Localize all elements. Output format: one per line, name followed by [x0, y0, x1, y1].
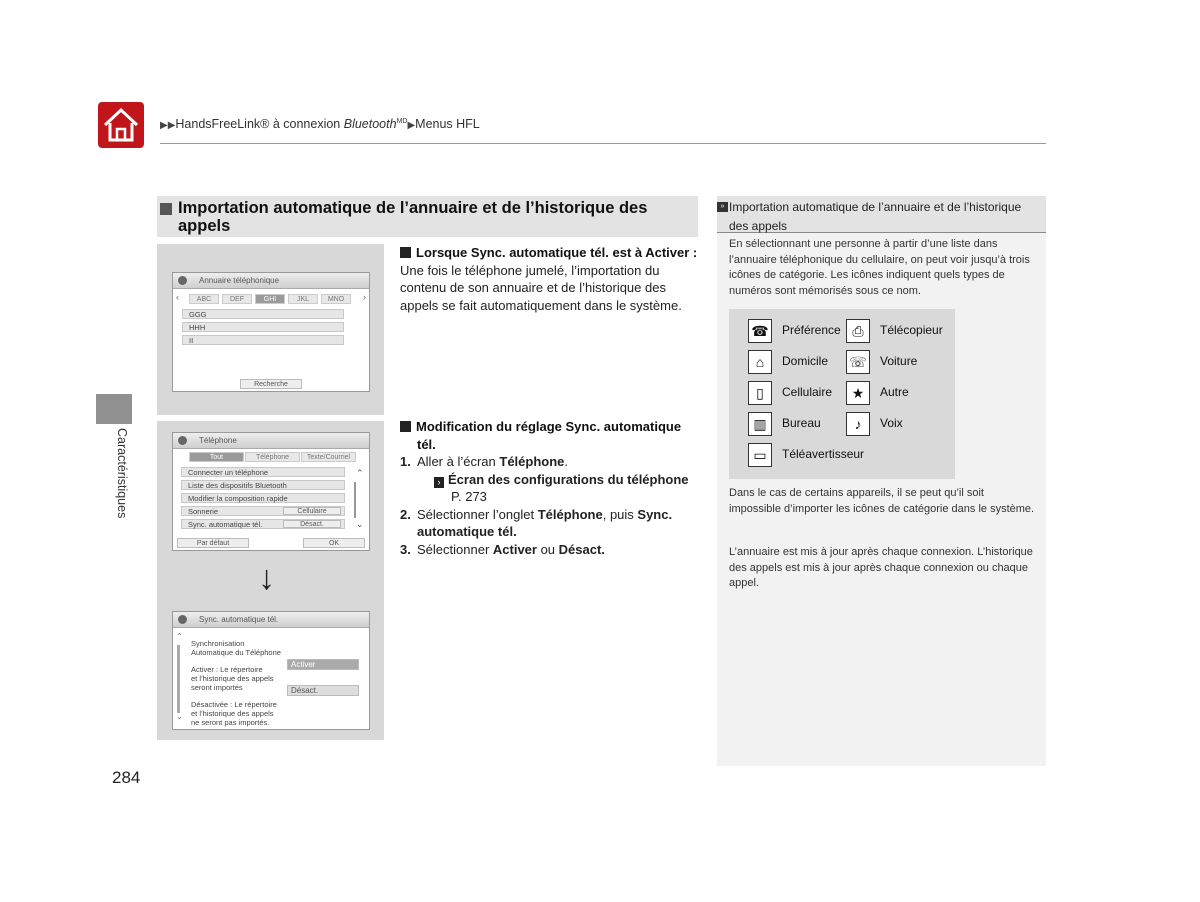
scroll-up-icon[interactable]: ⌃ [356, 468, 364, 478]
step-1: 1. Aller à l’écran Téléphone. [400, 454, 569, 469]
tab-abc[interactable]: ABC [189, 294, 219, 304]
contact-row[interactable]: II [182, 335, 344, 345]
menu-auto-sync[interactable]: Sync. automatique tél. [181, 519, 345, 529]
activer-button[interactable]: Activer [287, 659, 359, 670]
ringtone-value[interactable]: Cellulaire [283, 507, 341, 515]
phonebook-screen: Annuaire téléphonique ‹ › ABC DEF GHI JKL MNO GGG HHH II Recherche [172, 272, 370, 392]
car-icon: ☏ [846, 350, 870, 374]
screen-panel-phone-settings [157, 421, 384, 740]
home-icon: ⌂ [748, 350, 772, 374]
scrollbar[interactable] [177, 645, 180, 713]
scroll-up-icon[interactable]: ⌃ [176, 632, 183, 641]
menu-bluetooth-devices[interactable]: Liste des dispositifs Bluetooth [181, 480, 345, 490]
ok-button[interactable]: OK [303, 538, 365, 548]
side-tab-marker [96, 394, 132, 424]
menu-ringtone[interactable]: Sonnerie [181, 506, 345, 516]
contact-row[interactable]: HHH [182, 322, 344, 332]
breadcrumb-link-menus-hfl[interactable]: Menus HFL [415, 117, 480, 131]
tab-telephone[interactable]: Téléphone [245, 452, 300, 462]
auto-sync-value[interactable]: Désact. [283, 520, 341, 528]
tab-texte-courriel[interactable]: Texte/Courriel [301, 452, 356, 462]
desact-button[interactable]: Désact. [287, 685, 359, 696]
down-arrow-icon: ↓ [258, 559, 275, 597]
note-paragraph-3: L’annuaire est mis à jour après chaque connexion. L’historique des appels est mis à jour après chaque connexion ou chaque appel. [729, 546, 1033, 589]
screen-panel-phonebook [157, 244, 384, 415]
side-tab: Caractéristiques [115, 428, 129, 519]
mobile-icon: ▯ [748, 381, 772, 405]
scroll-down-icon[interactable]: ⌄ [356, 519, 364, 529]
voice-icon: ♪ [846, 412, 870, 436]
note-arrow-icon: » [717, 202, 728, 212]
bullet-square-icon [400, 247, 411, 258]
breadcrumb-arrow-icon: ▶ [407, 120, 416, 131]
home-icon[interactable] [98, 102, 144, 148]
search-button[interactable]: Recherche [240, 379, 302, 389]
default-button[interactable]: Par défaut [177, 538, 249, 548]
note-paragraph-2: Dans le cas de certains appareils, il se peut qu’il soit impossible d’importer les icônes de catégorie dans le système. [729, 487, 1035, 515]
star-icon: ★ [846, 381, 870, 405]
category-icon-legend: ☎ Préférence ⎙ Télécopieur ⌂ Domicile ☏ Voiture ▯ Cellulaire ★ Autre ▥ Bureau ♪ Voix ▭ Téléavertisseur [729, 309, 955, 479]
scroll-right-icon[interactable]: › [363, 292, 366, 302]
scroll-down-icon[interactable]: ⌄ [176, 712, 183, 721]
reference-arrow-icon: › [434, 477, 444, 488]
part1-block: Lorsque Sync. automatique tél. est à Activer : Une fois le téléphone jumelé, l’importation du contenu de son annuaire et de l’historique des appels se fait automatiquement dans le système. [400, 245, 698, 313]
step-2: 2. Sélectionner l’onglet Téléphone, puis Sync. automatique tél. [400, 506, 673, 539]
menu-speed-dial[interactable]: Modifier la composition rapide [181, 493, 345, 503]
bullet-square-icon [400, 421, 411, 432]
tab-jkl[interactable]: JKL [288, 294, 318, 304]
tab-ghi[interactable]: GHI [255, 294, 285, 304]
part2-block: Modification du réglage Sync. automatique tél. 1. Aller à l’écran Téléphone. › Écran des configurations du téléphone P. 273 2. Sélectionner l’onglet Téléphone, puis Sync. automatique tél. 3. Sélectionner Activer ou Désact. [400, 418, 700, 558]
tab-mno[interactable]: MNO [321, 294, 351, 304]
section-heading: Importation automatique de l’annuaire et de l’historique des appels [157, 196, 698, 237]
phonebook-icon [178, 276, 187, 285]
fax-icon: ⎙ [846, 319, 870, 343]
activer-description: Activer : Le répertoire et l’historique des appels seront importés [191, 665, 274, 692]
phone-icon [178, 436, 187, 445]
note-paragraph-1: En sélectionnant une personne à partir d’une liste dans l’annuaire téléphonique du cellulaire, on peut voir jusqu’à trois icônes de catégorie. Les icônes indiquent quels types de numéros sont mémorisés sous ce nom. [729, 238, 1030, 297]
scroll-left-icon[interactable]: ‹ [176, 292, 179, 302]
step-3: 3. Sélectionner Activer ou Désact. [400, 541, 605, 557]
note-title: » Importation automatique de l’annuaire et de l’historique des appels [717, 196, 1046, 233]
preference-phone-icon: ☎ [748, 319, 772, 343]
scrollbar[interactable] [354, 482, 356, 518]
contact-row[interactable]: GGG [182, 309, 344, 319]
phone-icon [178, 615, 187, 624]
breadcrumb: ▶▶HandsFreeLink® à connexion Bluetooth$^{MD}$▶Menus HFL [160, 117, 480, 131]
sync-label: Synchronisation Automatique du Téléphone [191, 639, 281, 657]
pager-icon: ▭ [748, 443, 772, 467]
page-number: 284 [112, 768, 141, 787]
tab-def[interactable]: DEF [222, 294, 252, 304]
cross-reference[interactable]: › Écran des configurations du téléphone P. 273 [400, 471, 700, 506]
heading-square-icon [160, 203, 172, 215]
tab-tout[interactable]: Tout [189, 452, 244, 462]
desact-description: Désactivée : Le répertoire et l’historique des appels ne seront pas importés. [191, 700, 277, 727]
breadcrumb-arrow-icon: ▶▶ [160, 120, 176, 131]
phone-settings-screen: Téléphone Tout Téléphone Texte/Courriel Connecter un téléphone Liste des dispositifs Bluetooth Modifier la composition rapide Sonnerie Cellulaire Sync. automatique tél. Désact. ⌃ ⌄ Par défaut OK [172, 432, 370, 551]
office-icon: ▥ [748, 412, 772, 436]
header-divider [160, 143, 1046, 144]
auto-sync-screen: Sync. automatique tél. ⌃ ⌄ Synchronisation Automatique du Téléphone Activer : Le répertoire et l’historique des appels seront importés Désactivée : Le répertoire et l’historique des appels ne seront pas importés. Activer Désact. [172, 611, 370, 730]
menu-connect-phone[interactable]: Connecter un téléphone [181, 467, 345, 477]
